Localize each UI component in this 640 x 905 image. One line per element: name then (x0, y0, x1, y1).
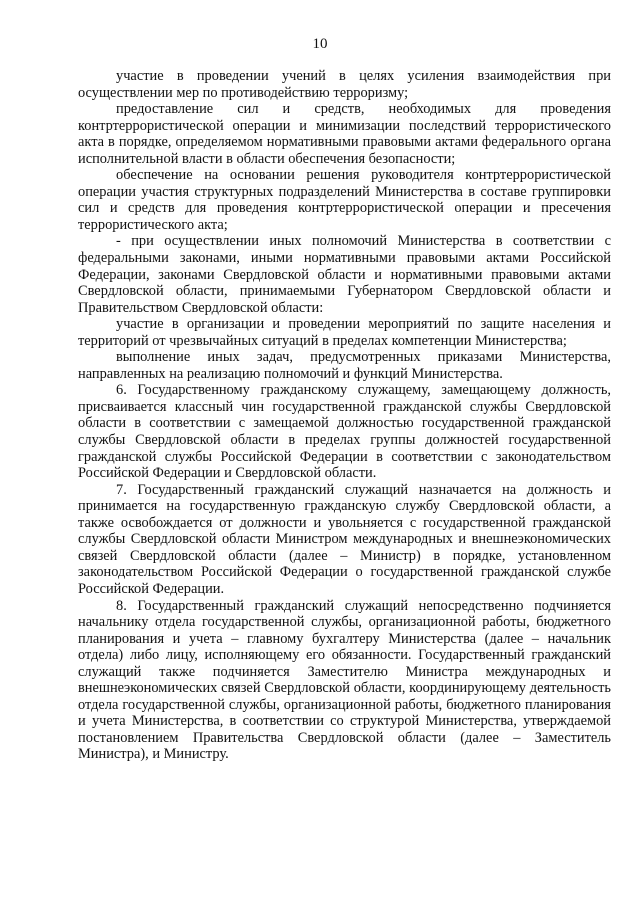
page-number: 10 (312, 36, 328, 52)
paragraph-other-powers: - при осуществлении иных полномочий Министерства в соответствии с федеральными законами, иными нормативными правовыми актами Российской Федерации, законами Свердловской области и нормативными правовыми актами Свердловской области, принимаемыми Губернатором Свердловской области и Правительством Свердловской области: (78, 233, 611, 316)
paragraph-emergency-protection: участие в организации и проведении мероприятий по защите населения и территорий от чрезвычайных ситуаций в пределах компетенции Министерства; (78, 316, 611, 349)
paragraph-section-6: 6. Государственному гражданскому служащему, замещающему должность, присваивается классный чин государственной гражданской службы Свердловской области в соответствии с замещаемой должностью государственной гражданской службы Свердловской области в пределах группы должностей государственной гражданской службы Российской Федерации в соответствии с законодательством Российской Федерации и Свердловской области. (78, 382, 611, 482)
paragraph-units-participation: обеспечение на основании решения руководителя контртеррористической операции участия структурных подразделений Министерства в составе группировки сил и средств для проведения контртеррористической операции и пресечения террористического акта; (78, 167, 611, 233)
document-body (78, 68, 611, 763)
paragraph-exercises: участие в проведении учений в целях усиления взаимодействия при осуществлении мер по противодействию терроризму; (78, 68, 611, 101)
paragraph-forces-provision: предоставление сил и средств, необходимых для проведения контртеррористической операции и минимизации последствий террористического акта в порядке, определяемом нормативными правовыми актами федерального органа исполнительной власти в области обеспечения безопасности; (78, 101, 611, 167)
paragraph-other-tasks: выполнение иных задач, предусмотренных приказами Министерства, направленных на реализацию полномочий и функций Министерства. (78, 349, 611, 382)
paragraph-section-8: 8. Государственный гражданский служащий непосредственно подчиняется начальнику отдела государственной службы, организационной работы, бюджетного планирования и учета – главному бухгалтеру Министерства (далее – начальник отдела) либо лицу, исполняющему его обязанности. Государственный гражданский служащий также подчиняется Заместителю Министра международных и внешнеэкономических связей Свердловской области, координирующему деятельность отдела государственной службы, организационной работы, бюджетного планирования и учета Министерства, в соответствии со структурой Министерства, утверждаемой постановлением Правительства Свердловской области (далее – Заместитель Министра), и Министру. (78, 597, 611, 763)
paragraph-section-7: 7. Государственный гражданский служащий назначается на должность и принимается на государственную гражданскую службу Свердловской области, а также освобождается от должности и увольняется с государственной гражданской службы Свердловской области Министром международных и внешнеэкономических связей Свердловской области (далее – Министр) в порядке, установленном законодательством Российской Федерации о государственной гражданской службе Российской Федерации. (78, 481, 611, 597)
